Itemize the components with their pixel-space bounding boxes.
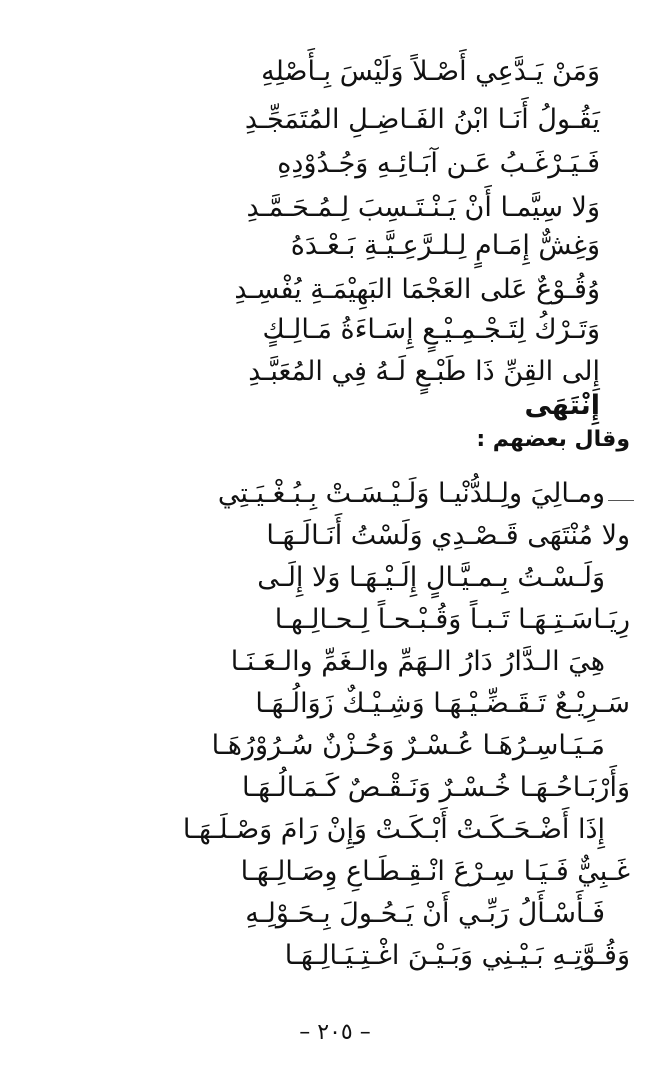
poem2-line-8: وَأَرْبَـاحُـهَـا خُـسْـرٌ وَنَـقْـصٌ كَـمَـالُـهَـا (242, 772, 630, 803)
poem2-line-9: إِذَا أَضْـحَـكَـتْ أَبْـكَـتْ وَإِنْ رَامَ وَصْـلَـهَـا (182, 814, 605, 845)
poem1-line-3: فَـيَـرْغَـبُ عَـن آبَـائِـهِ وَجُـدُوْدِهِ (277, 148, 600, 179)
poem2-line-11: فَـأَسْـأَلُ رَبِّـي أَنْ يَـحُـولَ بِـحَـوْلِـهِ (245, 898, 605, 929)
poem1-line-8: إِلى القِنِّ ذَا طَبْـعٍ لَـهُ فِي المُعَبَّـدِ (248, 356, 600, 387)
poem2-line-7: مَـيَـاسِـرُهَـا عُـسْـرٌ وَحُـزْنٌ سُـرُوْرُهَـا (211, 730, 605, 761)
poem1-line-7: وَتَـرْكُ لِتَـجْـمِـيْـعٍ إِسَـاءَةُ مَـالِـكٍ (262, 314, 600, 345)
section-heading: وقال بعضهم : (476, 427, 630, 452)
poem2-line-12: وَقُـوَّتِـهِ بَـيْـنِي وَبَـيْـنَ اغْـتِـيَـالِـهَـا (284, 940, 630, 971)
poem2-line-10: غَـبِيٌّ فَـيَـا سِـرْعَ انْـقِـطَـاعِ وِصَـالِـهَـا (240, 856, 630, 887)
poem1-line-4: وَلا سِيَّمـا أَنْ يَـنْـتَـسِبَ لِـمُـحَـمَّـدِ (246, 192, 600, 223)
poem2-line-6: سَـرِيْـعٌ تَـقَـضِّـيْـهَـا وَشِـيْـكٌ زَوَالُـهَـا (255, 688, 630, 719)
poem2-line-1: ومـالِيَ ولِـلدُّنْيـا وَلَـيْـسَـتْ بِـبُـغْـيَـتِي (217, 478, 605, 509)
poem1-line-6: وُقُـوْعٌ عَلى العَجْمَا البَهِيْمَـةِ يُفْسِـدِ (234, 274, 600, 305)
poem1-line-1: وَمَنْ يَـدَّعِي أَصْـلاً وَلَيْسَ بِـأَصْلِهِ (261, 56, 600, 87)
poem1-line-2: يَقُـولُ أَنَـا ابْنُ الفَـاضِـلِ المُتَمَجِّـدِ (244, 104, 600, 135)
poem2-line-3: وَلَـسْـتُ بِـمـيَّـالٍ إِلَـيْـهَـا وَلا إِلَـى (257, 562, 605, 593)
poem1-end: إِنْتَهَى (524, 390, 600, 421)
page-number: – ٢٠٥ – (299, 1020, 371, 1045)
decorative-dash (608, 500, 634, 501)
poem2-line-5: هِيَ الـدَّارُ دَارُ الـهَمِّ والـغَمِّ والـعَـنَـا (230, 646, 605, 677)
poem2-line-4: رِيَـاسَـتِـهَـا تَـبـاً وَقُـبْـحـاً لِـحـالِـهـا (274, 604, 630, 635)
poem1-line-5: وَغِشٌّ إِمَـامٍ لِـلـرَّعِـيَّـةِ بَـعْـدَهُ (290, 230, 600, 261)
poem2-line-2: ولا مُنْتَهَى قَـصْـدِي وَلَسْتُ أَنَـالَـهَـا (266, 520, 630, 551)
